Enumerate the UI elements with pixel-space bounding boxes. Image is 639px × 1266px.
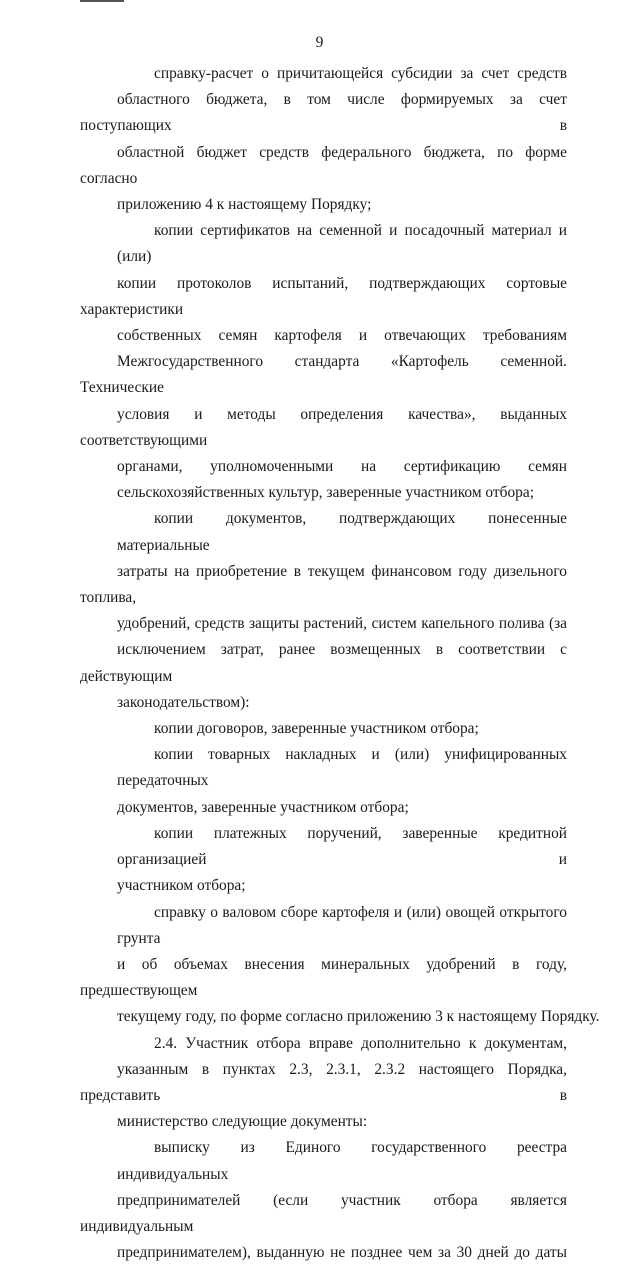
text-line: удобрений, средств защиты растений, систем капельного полива (за [117,615,567,633]
text-line: министерство следующие документы: [117,1113,368,1131]
text-line: областного бюджета, в том числе формируемых за счет поступающих в [80,91,567,135]
text-line: документов, заверенные участником отбора; [117,798,409,816]
paragraph-clause-2-4 [80,1031,567,1136]
paragraph-expense-documents [80,506,567,716]
paragraph-contract-copies [80,716,567,742]
text-line: органами, уполномоченными на сертификацию семян [117,458,567,476]
page-number: 9 [315,34,324,51]
paragraph-seed-certificates [80,218,567,506]
text-line: собственных семян картофеля и отвечающих требованиям [117,327,567,345]
text-line: копии протоколов испытаний, подтверждающих сортовые характеристики [80,274,567,318]
text-line: текущему году, по форме согласно приложению 3 к настоящему Порядку. [117,1008,600,1026]
text-line: условия и методы определения качества», выданных соответствующими [80,405,567,449]
text-line: справку о валовом сборе картофеля и (или) овощей открытого грунта [117,903,567,947]
text-line: областной бюджет средств федерального бюджета, по форме согласно [80,143,567,187]
text-line: сельскохозяйственных культур, заверенные участником отбора; [117,484,534,502]
text-line: участником отбора; [117,877,246,895]
text-line: затраты на приобретение в текущем финансовом году дизельного топлива, [80,562,567,607]
text-line: указанным в пунктах 2.3, 2.3.1, 2.3.2 настоящего Порядка, представить в [80,1060,567,1104]
text-line: справку-расчет о причитающейся субсидии за счет средств [154,65,567,82]
paragraph-payment-orders [80,821,567,900]
paragraph-registry-extract [80,1135,567,1266]
paragraph-harvest-certificate [80,900,600,1031]
paragraph-waybill-copies [80,742,567,821]
text-line: исключением затрат, ранее возмещенных в соответствии с действующим [80,641,567,685]
text-line: копии товарных накладных и (или) унифицированных передаточных [117,746,567,790]
text-line: копии договоров, заверенные участником отбора; [154,720,479,738]
text-line: предпринимателем), выданную не позднее чем за 30 дней до даты [117,1244,567,1262]
text-line: выписку из Единого государственного реестра индивидуальных [117,1139,567,1183]
document-body [80,61,600,1266]
text-line: Межгосударственного стандарта «Картофель семенной. Технические [80,353,567,397]
scan-edge-mark [80,0,124,2]
text-line: копии документов, подтверждающих понесенные материальные [117,510,567,554]
text-line: копии платежных поручений, заверенные кредитной организацией и [117,824,567,869]
text-line: законодательством): [117,693,250,711]
text-line: предпринимателей (если участник отбора является индивидуальным [80,1191,567,1235]
text-line: и об объемах внесения минеральных удобрений в году, предшествующем [80,955,567,1000]
paragraph-calculation-certificate [80,61,567,218]
text-line: 2.4. Участник отбора вправе дополнительно к документам, [154,1034,567,1052]
text-line: копии сертификатов на семенной и посадочный материал и (или) [117,222,567,266]
text-line: приложению 4 к настоящему Порядку; [117,196,372,214]
